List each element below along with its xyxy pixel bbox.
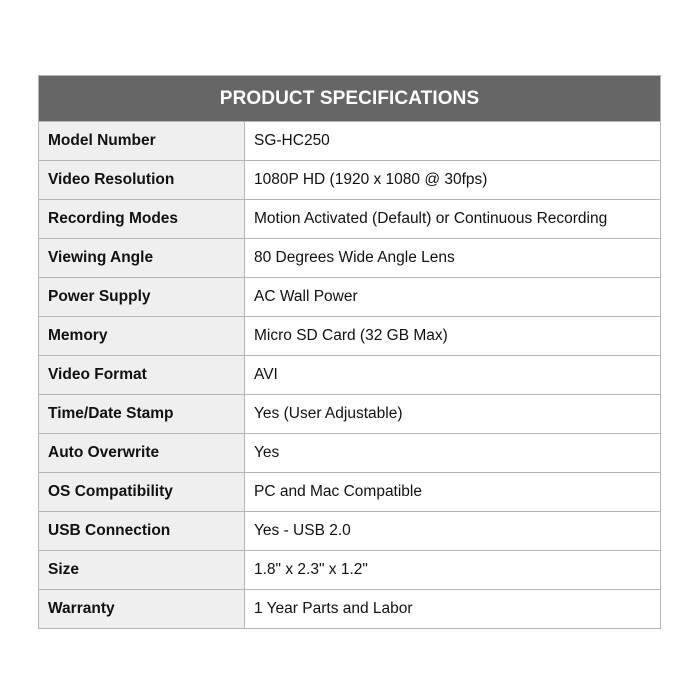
table-row	[39, 356, 661, 395]
table-row	[39, 122, 661, 161]
spec-label: Warranty	[39, 590, 245, 629]
spec-value: AVI	[245, 356, 661, 395]
spec-label: Model Number	[39, 122, 245, 161]
spec-label: Time/Date Stamp	[39, 395, 245, 434]
spec-label: Size	[39, 551, 245, 590]
spec-value: 80 Degrees Wide Angle Lens	[245, 239, 661, 278]
spec-label: Recording Modes	[39, 200, 245, 239]
table-row	[39, 239, 661, 278]
spec-value: Yes - USB 2.0	[245, 512, 661, 551]
table-row	[39, 317, 661, 356]
spec-label: Video Resolution	[39, 161, 245, 200]
spec-value: 1080P HD (1920 x 1080 @ 30fps)	[245, 161, 661, 200]
spec-label: Video Format	[39, 356, 245, 395]
table-row	[39, 395, 661, 434]
spec-label: Power Supply	[39, 278, 245, 317]
table-row	[39, 473, 661, 512]
spec-label: Memory	[39, 317, 245, 356]
spec-value: 1.8" x 2.3" x 1.2"	[245, 551, 661, 590]
table-header-row	[39, 76, 661, 122]
table-row	[39, 434, 661, 473]
table-row	[39, 590, 661, 629]
spec-label: OS Compatibility	[39, 473, 245, 512]
spec-value: Motion Activated (Default) or Continuous Recording	[245, 200, 661, 239]
table-row	[39, 200, 661, 239]
table-row	[39, 551, 661, 590]
spec-value: Micro SD Card (32 GB Max)	[245, 317, 661, 356]
table-row	[39, 161, 661, 200]
spec-value: Yes	[245, 434, 661, 473]
spec-label: Auto Overwrite	[39, 434, 245, 473]
spec-value: 1 Year Parts and Labor	[245, 590, 661, 629]
spec-value: PC and Mac Compatible	[245, 473, 661, 512]
product-specifications-table	[38, 75, 661, 629]
spec-value: SG-HC250	[245, 122, 661, 161]
table-title: PRODUCT SPECIFICATIONS	[39, 76, 661, 122]
spec-value: Yes (User Adjustable)	[245, 395, 661, 434]
table-row	[39, 512, 661, 551]
spec-label: USB Connection	[39, 512, 245, 551]
spec-label: Viewing Angle	[39, 239, 245, 278]
spec-value: AC Wall Power	[245, 278, 661, 317]
table-row	[39, 278, 661, 317]
